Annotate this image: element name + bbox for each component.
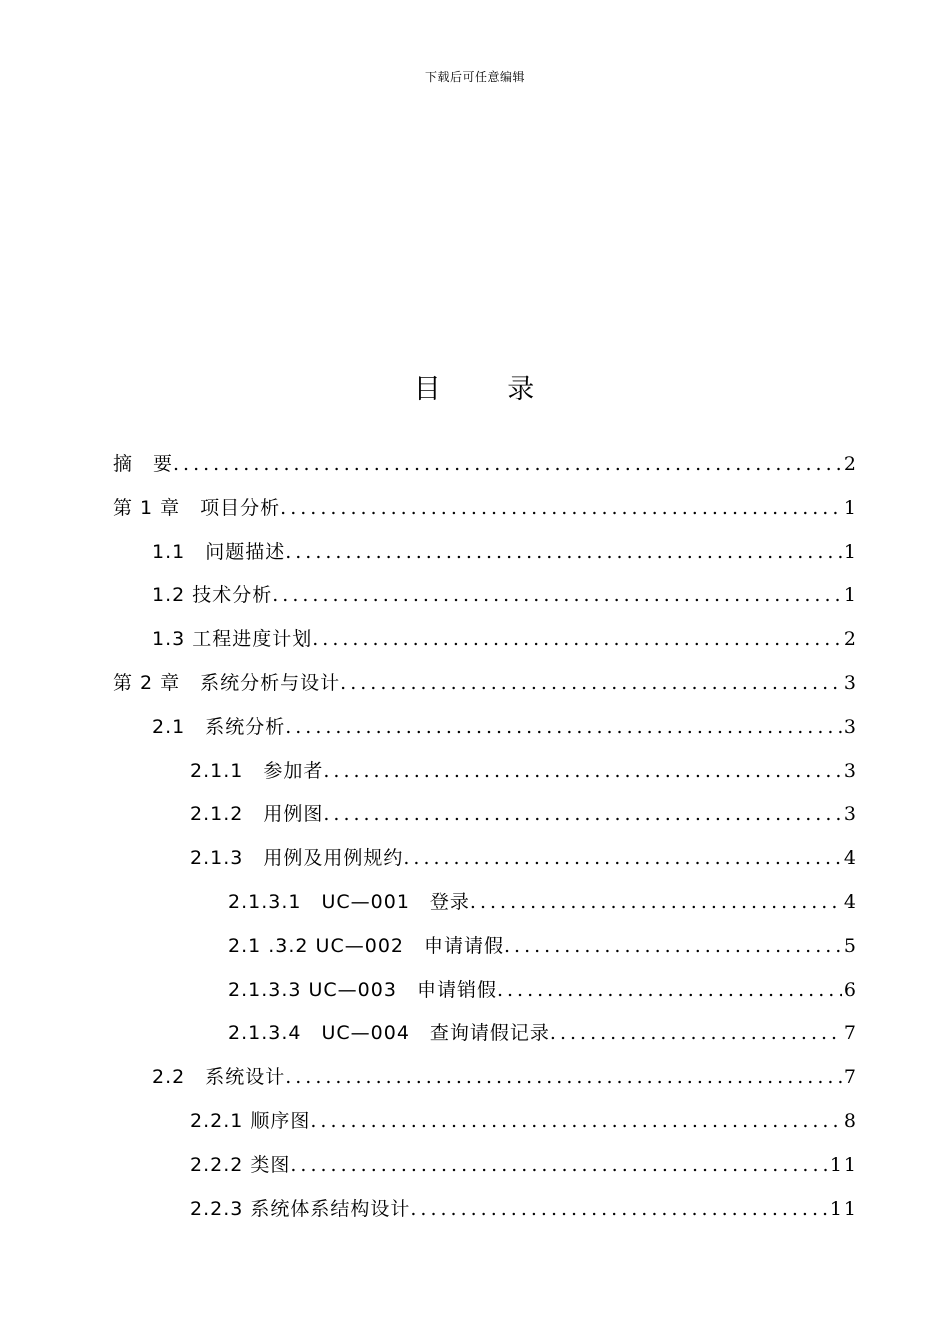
toc-page-number: 4 — [843, 847, 858, 870]
toc-entry-label: 2.1 系统分析 — [152, 715, 286, 738]
toc-entry[interactable] — [113, 655, 858, 695]
toc-dot-leader — [550, 1021, 842, 1045]
toc-page-number: 1 — [843, 496, 858, 519]
toc-page-number: 4 — [843, 891, 858, 913]
toc-dot-leader — [280, 496, 842, 520]
toc-entry-label: 2.1.3.3 UC—003 申请销假 — [228, 978, 497, 1001]
toc-entry-label: 1.3 工程进度计划 — [152, 628, 313, 651]
toc-entry[interactable] — [152, 1049, 858, 1089]
toc-entry[interactable] — [190, 786, 858, 826]
toc-dot-leader — [410, 1197, 827, 1221]
toc-entry[interactable] — [190, 830, 858, 870]
toc-dot-leader — [310, 1109, 842, 1133]
toc-entry-label: 2.2.3 系统体系结构设计 — [190, 1197, 411, 1220]
toc-entry-label: 2.1.3.4 UC—004 查询请假记录 — [228, 1022, 550, 1045]
toc-entry-label: 2.1.2 用例图 — [190, 803, 324, 826]
toc-dot-leader — [285, 715, 842, 739]
toc-entry-label: 2.1.1 参加者 — [190, 759, 324, 782]
toc-dot-leader — [312, 627, 842, 651]
toc-dot-leader — [173, 452, 842, 476]
toc-dot-leader — [285, 540, 842, 564]
toc-page-number: 3 — [843, 759, 858, 782]
toc-page-number: 1 — [843, 540, 858, 563]
toc-entry-label: 第 2 章 系统分析与设计 — [113, 672, 341, 694]
toc-page-number: 2 — [843, 453, 858, 475]
toc-entry-label: 2.2 系统设计 — [152, 1066, 286, 1089]
toc-page-number: 6 — [843, 978, 858, 1001]
toc-entry[interactable] — [152, 524, 858, 564]
toc-entry-label: 1.1 问题描述 — [152, 540, 286, 563]
toc-entry[interactable] — [152, 567, 858, 607]
toc-page-number: 3 — [843, 715, 858, 738]
toc-page-number: 11 — [829, 1153, 858, 1176]
toc-page-number: 8 — [843, 1110, 858, 1132]
toc-entry[interactable] — [190, 1093, 858, 1133]
toc-dot-leader — [290, 1153, 827, 1177]
toc-dot-leader — [323, 802, 842, 826]
toc-entry[interactable] — [113, 480, 858, 520]
toc-page-number: 1 — [843, 584, 858, 607]
toc-dot-leader — [470, 890, 842, 914]
toc-entry[interactable] — [228, 874, 858, 914]
toc-entry[interactable] — [228, 962, 858, 1002]
toc-entry-label: 2.2.2 类图 — [190, 1153, 291, 1176]
toc-entry-label: 摘 要 — [113, 453, 174, 475]
toc-dot-leader — [285, 1065, 842, 1089]
toc-dot-leader — [497, 978, 842, 1002]
toc-page-number: 11 — [829, 1197, 858, 1220]
toc-entry[interactable] — [113, 436, 858, 476]
toc-entry[interactable] — [152, 611, 858, 651]
toc-page-number: 5 — [843, 934, 858, 957]
toc-entry-label: 2.1 .3.2 UC—002 申请请假 — [228, 934, 504, 957]
toc-dot-leader — [403, 846, 842, 870]
toc-entry[interactable] — [228, 1005, 858, 1045]
toc-page-number: 3 — [843, 672, 858, 694]
toc-dot-leader — [272, 583, 842, 607]
toc-title: 目 录 — [413, 374, 537, 405]
toc-page-number: 3 — [843, 803, 858, 826]
toc-dot-leader — [504, 934, 842, 958]
toc-dot-leader — [340, 671, 842, 695]
toc-entry[interactable] — [152, 699, 858, 739]
toc-entry[interactable] — [228, 918, 858, 958]
toc-page-number: 2 — [843, 628, 858, 651]
toc-entry-label: 1.2 技术分析 — [152, 584, 273, 607]
toc-page-number: 7 — [843, 1022, 858, 1045]
toc-entry[interactable] — [190, 743, 858, 783]
header-note: 下载后可任意编辑 — [424, 70, 525, 84]
toc-page-number: 7 — [843, 1066, 858, 1089]
toc-entry-label: 第 1 章 项目分析 — [113, 496, 281, 519]
toc-dot-leader — [323, 759, 842, 783]
toc-entry[interactable] — [190, 1137, 858, 1177]
toc-entry-label: 2.1.3 用例及用例规约 — [190, 847, 404, 870]
toc-entry-label: 2.1.3.1 UC—001 登录 — [228, 891, 470, 913]
toc-entry-label: 2.2.1 顺序图 — [190, 1110, 311, 1132]
toc-entry[interactable] — [190, 1181, 858, 1221]
